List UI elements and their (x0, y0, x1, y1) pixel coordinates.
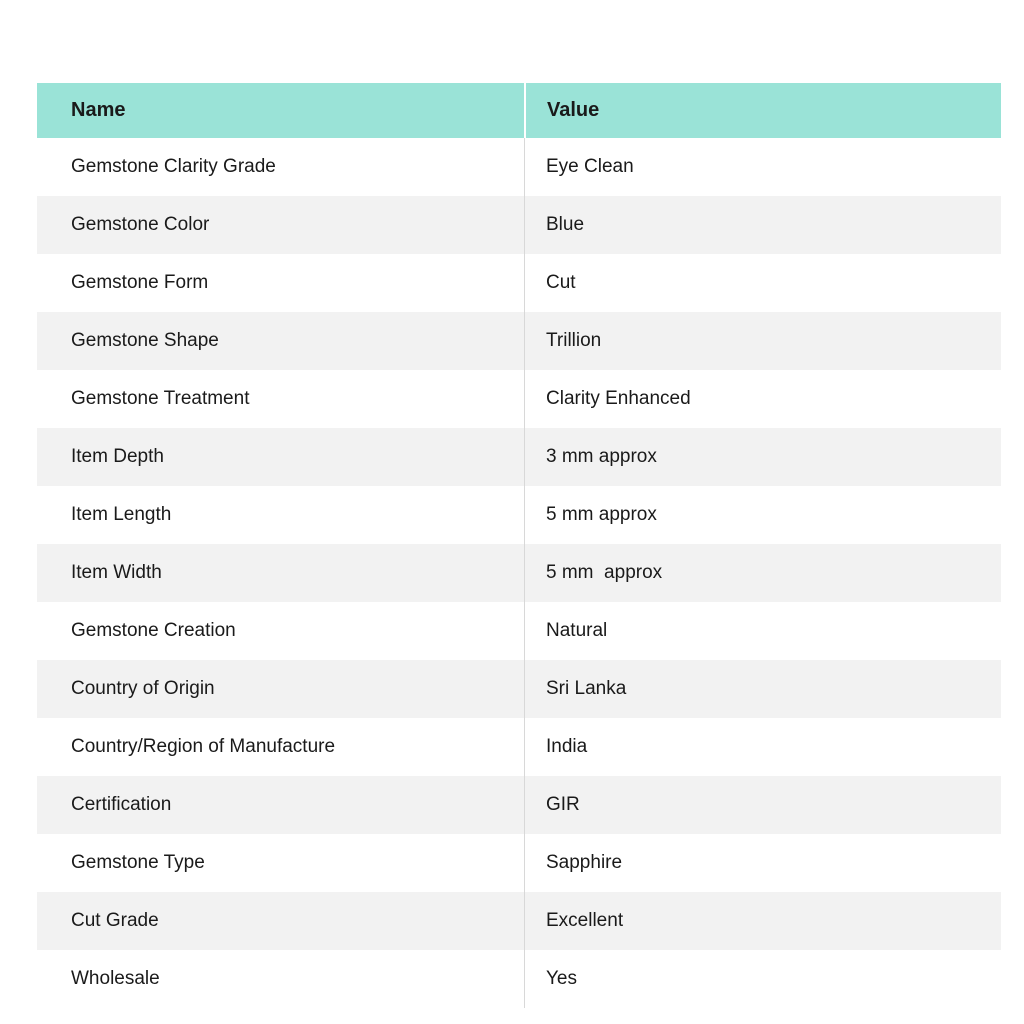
value-cell: 5 mm approx (524, 486, 1001, 544)
table-row (37, 892, 1001, 950)
name-cell: Gemstone Clarity Grade (37, 138, 524, 196)
value-cell: Excellent (524, 892, 1001, 950)
table-row (37, 660, 1001, 718)
table-row (37, 544, 1001, 602)
name-cell: Gemstone Creation (37, 602, 524, 660)
name-cell: Gemstone Shape (37, 312, 524, 370)
name-cell: Wholesale (37, 950, 524, 1008)
name-cell: Gemstone Color (37, 196, 524, 254)
column-header-name: Name (37, 83, 524, 138)
header-row (37, 83, 1001, 138)
name-cell: Cut Grade (37, 892, 524, 950)
value-cell: Sapphire (524, 834, 1001, 892)
name-cell: Gemstone Form (37, 254, 524, 312)
value-cell: Eye Clean (524, 138, 1001, 196)
name-cell: Item Length (37, 486, 524, 544)
table-row (37, 834, 1001, 892)
value-cell: Sri Lanka (524, 660, 1001, 718)
table-row (37, 776, 1001, 834)
name-cell: Gemstone Type (37, 834, 524, 892)
name-cell: Certification (37, 776, 524, 834)
value-cell: 3 mm approx (524, 428, 1001, 486)
value-cell: Cut (524, 254, 1001, 312)
product-specifications-section (37, 83, 1001, 1008)
table-row (37, 950, 1001, 1008)
value-cell: Blue (524, 196, 1001, 254)
name-cell: Country of Origin (37, 660, 524, 718)
table-row (37, 312, 1001, 370)
name-cell: Item Depth (37, 428, 524, 486)
table-row (37, 138, 1001, 196)
table-body (37, 138, 1001, 1008)
table-row (37, 196, 1001, 254)
value-cell: Trillion (524, 312, 1001, 370)
table-row (37, 428, 1001, 486)
value-cell: Yes (524, 950, 1001, 1008)
name-cell: Gemstone Treatment (37, 370, 524, 428)
value-cell: GIR (524, 776, 1001, 834)
value-cell: Clarity Enhanced (524, 370, 1001, 428)
column-header-value: Value (524, 83, 1001, 138)
name-cell: Country/Region of Manufacture (37, 718, 524, 776)
table-row (37, 254, 1001, 312)
spec-table (37, 83, 1001, 1008)
table-row (37, 370, 1001, 428)
value-cell: India (524, 718, 1001, 776)
table-row (37, 486, 1001, 544)
value-cell: 5 mm approx (524, 544, 1001, 602)
name-cell: Item Width (37, 544, 524, 602)
table-row (37, 602, 1001, 660)
spec-table-header (37, 83, 1001, 138)
value-cell: Natural (524, 602, 1001, 660)
table-row (37, 718, 1001, 776)
